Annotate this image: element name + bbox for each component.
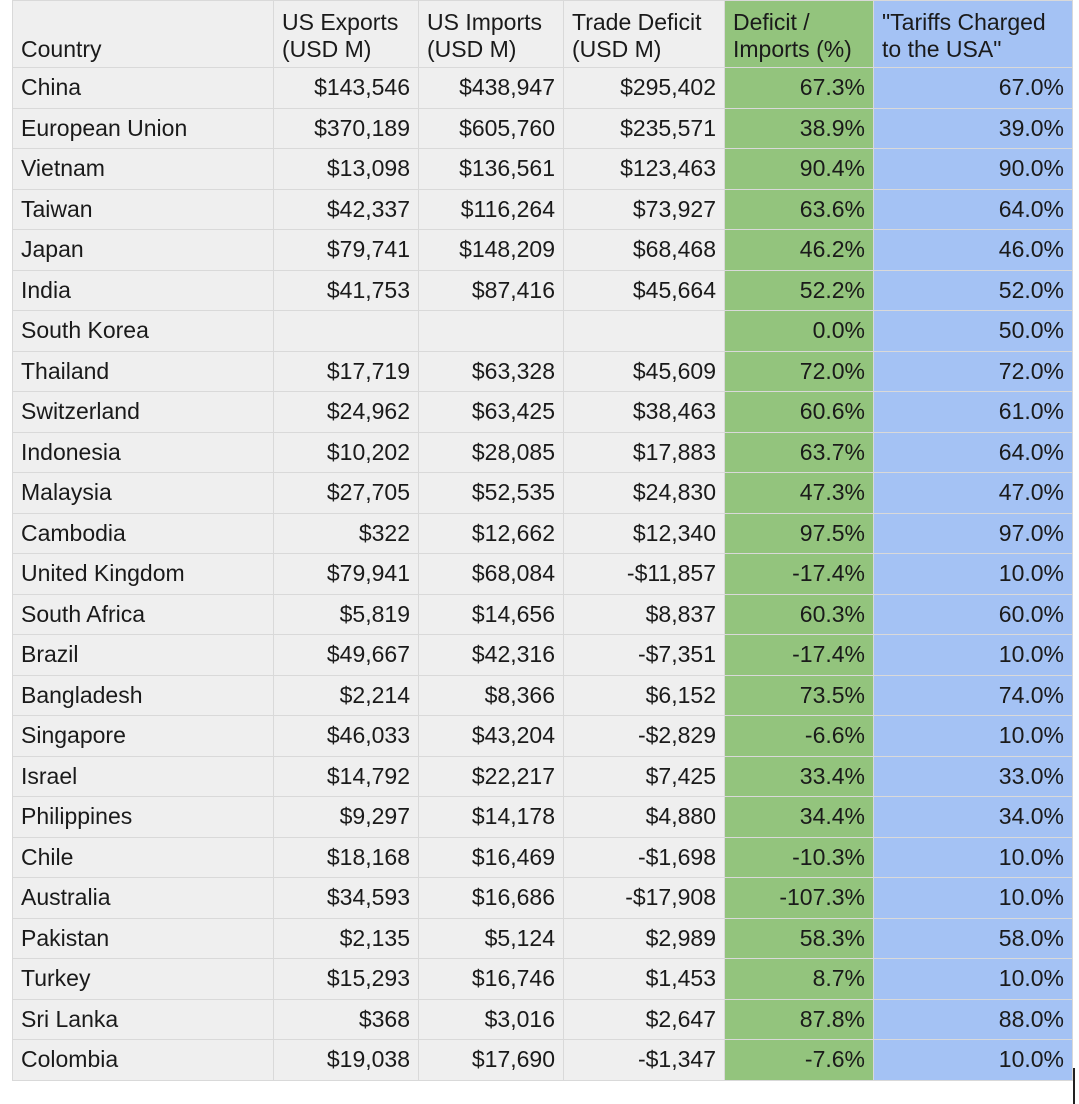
- cell-trade-deficit: $45,664: [564, 270, 725, 311]
- cell-country: Malaysia: [13, 473, 274, 514]
- cell-us-exports: $9,297: [274, 797, 419, 838]
- window-edge-line: [1073, 1068, 1075, 1104]
- cell-country: Brazil: [13, 635, 274, 676]
- cell-us-imports: $12,662: [419, 513, 564, 554]
- cell-deficit-imports-pct: 33.4%: [725, 756, 874, 797]
- cell-trade-deficit: $12,340: [564, 513, 725, 554]
- cell-us-exports: $2,135: [274, 918, 419, 959]
- cell-deficit-imports-pct: -107.3%: [725, 878, 874, 919]
- cell-us-exports: $10,202: [274, 432, 419, 473]
- cell-trade-deficit: -$7,351: [564, 635, 725, 676]
- cell-trade-deficit: -$1,698: [564, 837, 725, 878]
- trade-deficit-table: [12, 0, 1073, 1081]
- column-header-trade-deficit: Trade Deficit (USD M): [564, 1, 725, 68]
- cell-deficit-imports-pct: 46.2%: [725, 230, 874, 271]
- cell-us-imports: $22,217: [419, 756, 564, 797]
- cell-country: Chile: [13, 837, 274, 878]
- cell-us-exports: $14,792: [274, 756, 419, 797]
- cell-us-exports: $5,819: [274, 594, 419, 635]
- table-row: [13, 635, 1073, 676]
- cell-tariffs-charged: 72.0%: [874, 351, 1073, 392]
- table-row: [13, 716, 1073, 757]
- cell-trade-deficit: $68,468: [564, 230, 725, 271]
- cell-deficit-imports-pct: 58.3%: [725, 918, 874, 959]
- cell-tariffs-charged: 34.0%: [874, 797, 1073, 838]
- table-row: [13, 675, 1073, 716]
- cell-trade-deficit: $24,830: [564, 473, 725, 514]
- cell-us-imports: $605,760: [419, 108, 564, 149]
- cell-country: China: [13, 68, 274, 109]
- cell-us-imports: $136,561: [419, 149, 564, 190]
- cell-country: European Union: [13, 108, 274, 149]
- cell-deficit-imports-pct: 67.3%: [725, 68, 874, 109]
- cell-tariffs-charged: 10.0%: [874, 837, 1073, 878]
- table-row: [13, 797, 1073, 838]
- cell-us-exports: $322: [274, 513, 419, 554]
- cell-deficit-imports-pct: 73.5%: [725, 675, 874, 716]
- cell-us-exports: $15,293: [274, 959, 419, 1000]
- cell-us-exports: $143,546: [274, 68, 419, 109]
- table-row: [13, 230, 1073, 271]
- cell-trade-deficit: $1,453: [564, 959, 725, 1000]
- cell-us-imports: $438,947: [419, 68, 564, 109]
- cell-tariffs-charged: 10.0%: [874, 716, 1073, 757]
- cell-us-imports: $14,656: [419, 594, 564, 635]
- cell-deficit-imports-pct: -7.6%: [725, 1040, 874, 1081]
- column-header-country: Country: [13, 1, 274, 68]
- cell-us-imports: $148,209: [419, 230, 564, 271]
- cell-us-imports: $63,328: [419, 351, 564, 392]
- cell-deficit-imports-pct: -6.6%: [725, 716, 874, 757]
- cell-tariffs-charged: 47.0%: [874, 473, 1073, 514]
- table-row: [13, 837, 1073, 878]
- cell-deficit-imports-pct: 52.2%: [725, 270, 874, 311]
- cell-us-imports: $28,085: [419, 432, 564, 473]
- cell-us-imports: $8,366: [419, 675, 564, 716]
- cell-deficit-imports-pct: 63.7%: [725, 432, 874, 473]
- table-row: [13, 311, 1073, 352]
- cell-country: South Korea: [13, 311, 274, 352]
- cell-deficit-imports-pct: 87.8%: [725, 999, 874, 1040]
- table-body: [13, 68, 1073, 1081]
- cell-tariffs-charged: 58.0%: [874, 918, 1073, 959]
- cell-tariffs-charged: 50.0%: [874, 311, 1073, 352]
- cell-us-exports: $27,705: [274, 473, 419, 514]
- cell-country: Thailand: [13, 351, 274, 392]
- cell-us-imports: $116,264: [419, 189, 564, 230]
- cell-us-exports: $370,189: [274, 108, 419, 149]
- table-row: [13, 473, 1073, 514]
- cell-deficit-imports-pct: 97.5%: [725, 513, 874, 554]
- cell-country: Japan: [13, 230, 274, 271]
- cell-trade-deficit: $17,883: [564, 432, 725, 473]
- cell-trade-deficit: -$17,908: [564, 878, 725, 919]
- cell-us-exports: $49,667: [274, 635, 419, 676]
- cell-us-imports: $5,124: [419, 918, 564, 959]
- cell-us-imports: $17,690: [419, 1040, 564, 1081]
- cell-country: Australia: [13, 878, 274, 919]
- cell-us-exports: $46,033: [274, 716, 419, 757]
- cell-us-exports: $17,719: [274, 351, 419, 392]
- cell-country: Israel: [13, 756, 274, 797]
- cell-tariffs-charged: 74.0%: [874, 675, 1073, 716]
- cell-tariffs-charged: 64.0%: [874, 189, 1073, 230]
- table-row: [13, 432, 1073, 473]
- cell-trade-deficit: $38,463: [564, 392, 725, 433]
- cell-us-exports: [274, 311, 419, 352]
- cell-tariffs-charged: 88.0%: [874, 999, 1073, 1040]
- cell-tariffs-charged: 10.0%: [874, 959, 1073, 1000]
- table-row: [13, 999, 1073, 1040]
- column-header-deficit-imports-pct: Deficit / Imports (%): [725, 1, 874, 68]
- cell-trade-deficit: $123,463: [564, 149, 725, 190]
- table-row: [13, 149, 1073, 190]
- cell-us-exports: $18,168: [274, 837, 419, 878]
- cell-trade-deficit: $7,425: [564, 756, 725, 797]
- cell-trade-deficit: -$11,857: [564, 554, 725, 595]
- cell-country: United Kingdom: [13, 554, 274, 595]
- cell-trade-deficit: $6,152: [564, 675, 725, 716]
- header-row: [13, 1, 1073, 68]
- cell-us-imports: [419, 311, 564, 352]
- cell-country: Cambodia: [13, 513, 274, 554]
- cell-us-imports: $42,316: [419, 635, 564, 676]
- cell-us-exports: $24,962: [274, 392, 419, 433]
- cell-trade-deficit: $45,609: [564, 351, 725, 392]
- cell-us-exports: $2,214: [274, 675, 419, 716]
- cell-us-imports: $43,204: [419, 716, 564, 757]
- cell-tariffs-charged: 10.0%: [874, 1040, 1073, 1081]
- cell-us-imports: $52,535: [419, 473, 564, 514]
- table-row: [13, 351, 1073, 392]
- cell-us-imports: $63,425: [419, 392, 564, 433]
- cell-country: Singapore: [13, 716, 274, 757]
- cell-tariffs-charged: 52.0%: [874, 270, 1073, 311]
- table-row: [13, 594, 1073, 635]
- cell-tariffs-charged: 67.0%: [874, 68, 1073, 109]
- cell-trade-deficit: $295,402: [564, 68, 725, 109]
- table-row: [13, 554, 1073, 595]
- cell-tariffs-charged: 61.0%: [874, 392, 1073, 433]
- cell-tariffs-charged: 60.0%: [874, 594, 1073, 635]
- cell-deficit-imports-pct: 0.0%: [725, 311, 874, 352]
- cell-deficit-imports-pct: 72.0%: [725, 351, 874, 392]
- trade-table-container: [12, 0, 1072, 1081]
- cell-trade-deficit: -$2,829: [564, 716, 725, 757]
- cell-trade-deficit: $8,837: [564, 594, 725, 635]
- cell-deficit-imports-pct: -17.4%: [725, 635, 874, 676]
- table-row: [13, 68, 1073, 109]
- cell-deficit-imports-pct: 47.3%: [725, 473, 874, 514]
- cell-deficit-imports-pct: -10.3%: [725, 837, 874, 878]
- cell-country: Turkey: [13, 959, 274, 1000]
- cell-deficit-imports-pct: 38.9%: [725, 108, 874, 149]
- cell-deficit-imports-pct: 8.7%: [725, 959, 874, 1000]
- cell-country: Colombia: [13, 1040, 274, 1081]
- cell-us-exports: $41,753: [274, 270, 419, 311]
- cell-us-imports: $16,469: [419, 837, 564, 878]
- cell-trade-deficit: $73,927: [564, 189, 725, 230]
- cell-deficit-imports-pct: 60.6%: [725, 392, 874, 433]
- cell-us-exports: $79,941: [274, 554, 419, 595]
- cell-trade-deficit: $2,989: [564, 918, 725, 959]
- cell-country: India: [13, 270, 274, 311]
- cell-tariffs-charged: 10.0%: [874, 635, 1073, 676]
- cell-country: Switzerland: [13, 392, 274, 433]
- table-row: [13, 270, 1073, 311]
- cell-deficit-imports-pct: -17.4%: [725, 554, 874, 595]
- cell-tariffs-charged: 33.0%: [874, 756, 1073, 797]
- cell-us-imports: $3,016: [419, 999, 564, 1040]
- column-header-us-exports: US Exports (USD M): [274, 1, 419, 68]
- cell-tariffs-charged: 46.0%: [874, 230, 1073, 271]
- cell-deficit-imports-pct: 90.4%: [725, 149, 874, 190]
- cell-country: South Africa: [13, 594, 274, 635]
- cell-us-imports: $16,746: [419, 959, 564, 1000]
- cell-trade-deficit: -$1,347: [564, 1040, 725, 1081]
- cell-us-exports: $13,098: [274, 149, 419, 190]
- cell-trade-deficit: $2,647: [564, 999, 725, 1040]
- cell-us-imports: $68,084: [419, 554, 564, 595]
- table-row: [13, 918, 1073, 959]
- cell-tariffs-charged: 97.0%: [874, 513, 1073, 554]
- cell-us-exports: $34,593: [274, 878, 419, 919]
- table-row: [13, 756, 1073, 797]
- cell-tariffs-charged: 39.0%: [874, 108, 1073, 149]
- table-row: [13, 878, 1073, 919]
- table-row: [13, 392, 1073, 433]
- table-row: [13, 189, 1073, 230]
- cell-deficit-imports-pct: 60.3%: [725, 594, 874, 635]
- cell-us-imports: $87,416: [419, 270, 564, 311]
- cell-deficit-imports-pct: 34.4%: [725, 797, 874, 838]
- cell-trade-deficit: $4,880: [564, 797, 725, 838]
- cell-tariffs-charged: 10.0%: [874, 554, 1073, 595]
- table-row: [13, 959, 1073, 1000]
- cell-us-exports: $79,741: [274, 230, 419, 271]
- cell-country: Pakistan: [13, 918, 274, 959]
- column-header-us-imports: US Imports (USD M): [419, 1, 564, 68]
- cell-trade-deficit: $235,571: [564, 108, 725, 149]
- cell-us-exports: $19,038: [274, 1040, 419, 1081]
- table-row: [13, 1040, 1073, 1081]
- table-row: [13, 108, 1073, 149]
- table-row: [13, 513, 1073, 554]
- cell-us-exports: $42,337: [274, 189, 419, 230]
- cell-tariffs-charged: 64.0%: [874, 432, 1073, 473]
- cell-country: Sri Lanka: [13, 999, 274, 1040]
- cell-country: Philippines: [13, 797, 274, 838]
- cell-trade-deficit: [564, 311, 725, 352]
- cell-country: Indonesia: [13, 432, 274, 473]
- cell-country: Taiwan: [13, 189, 274, 230]
- column-header-tariffs-charged: "Tariffs Charged to the USA": [874, 1, 1073, 68]
- cell-tariffs-charged: 90.0%: [874, 149, 1073, 190]
- cell-country: Bangladesh: [13, 675, 274, 716]
- cell-deficit-imports-pct: 63.6%: [725, 189, 874, 230]
- cell-tariffs-charged: 10.0%: [874, 878, 1073, 919]
- cell-us-exports: $368: [274, 999, 419, 1040]
- cell-us-imports: $14,178: [419, 797, 564, 838]
- cell-us-imports: $16,686: [419, 878, 564, 919]
- cell-country: Vietnam: [13, 149, 274, 190]
